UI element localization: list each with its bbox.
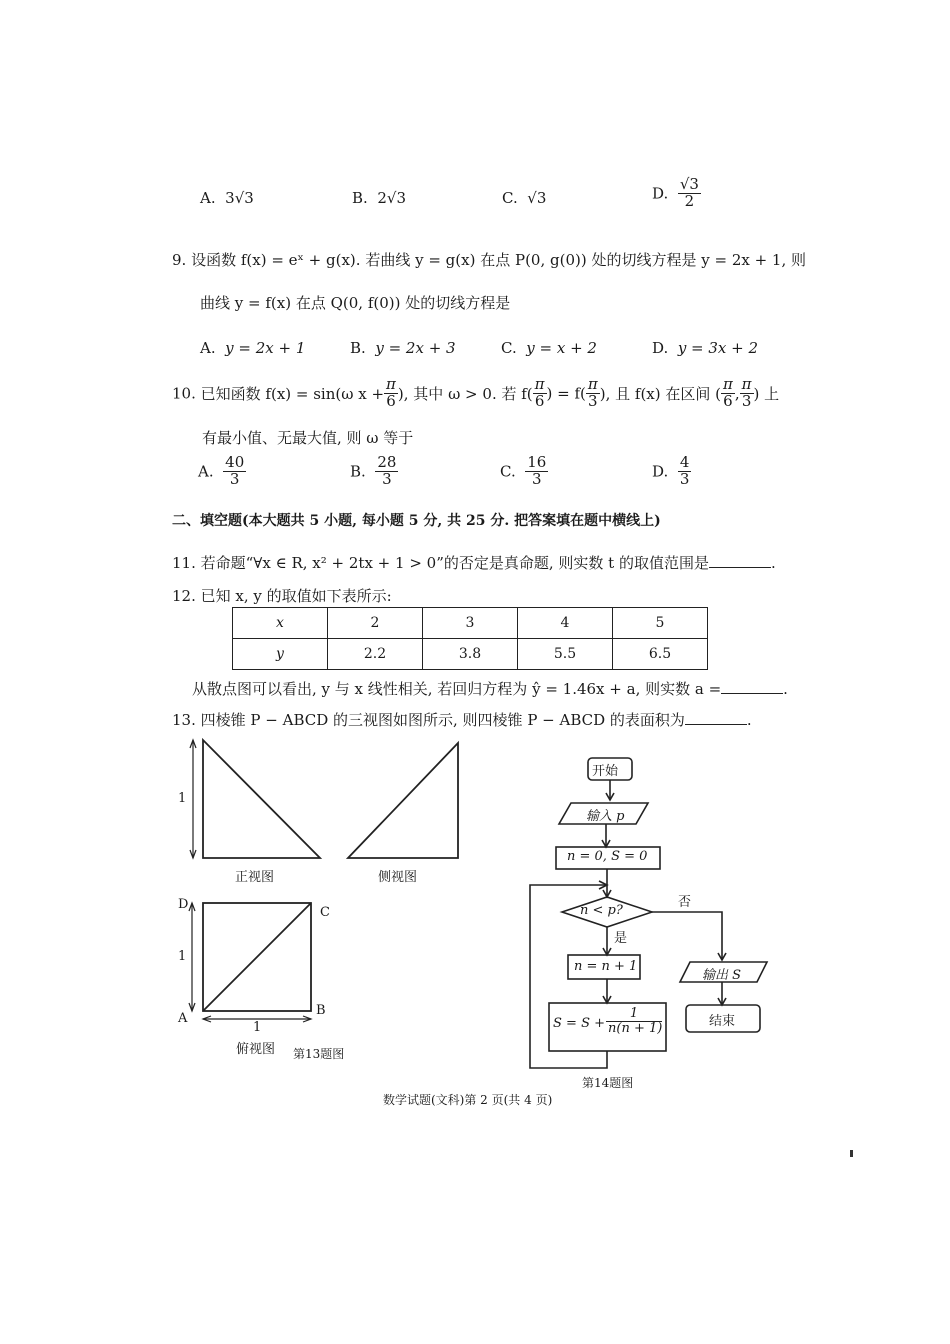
- flow-input-text: 输入 p: [586, 809, 625, 824]
- front-view-triangle: [203, 740, 320, 858]
- q9-option-c: C. y = x + 2: [501, 339, 597, 357]
- table-cell: 2: [328, 608, 423, 639]
- page-footer: 数学试题(文科)第 2 页(共 4 页): [383, 1093, 553, 1107]
- q10-option-b: B. $\frac{28}{3}$: [350, 453, 397, 488]
- figure14-caption: 第14题图: [582, 1076, 634, 1090]
- table-cell: y: [233, 639, 328, 670]
- figure13-caption: 第13题图: [293, 1047, 345, 1061]
- q12-text: 从散点图可以看出, y 与 x 线性相关, 若回归方程为 ŷ = 1.46x + a, 则实数 a = .: [192, 680, 788, 698]
- point-a-label: A: [178, 1011, 188, 1026]
- flow-sum-lhs: S = S +: [553, 1016, 605, 1031]
- q9-option-a: A. y = 2x + 1: [200, 339, 306, 357]
- flow-output-text: 输出 S: [702, 968, 742, 983]
- q8-option-a: A. 3√3: [200, 189, 254, 207]
- q9-line1: 9. 设函数 f(x) = eˣ + g(x). 若曲线 y = g(x) 在点 P(0, g(0)) 处的切线方程是 y = 2x + 1, 则: [172, 251, 807, 269]
- top-dim-h-label: 1: [253, 1020, 262, 1035]
- q12-intro: 12. 已知 x, y 的取值如下表所示:: [172, 587, 392, 605]
- side-view-label: 侧视图: [378, 870, 418, 885]
- table-cell: 3.8: [423, 639, 518, 670]
- q9-option-b: B. y = 2x + 3: [350, 339, 456, 357]
- table-cell: 5: [613, 608, 708, 639]
- q10-option-a: A. $\frac{40}{3}$: [198, 453, 245, 488]
- top-view-diagonal: [203, 903, 311, 1011]
- point-c-label: C: [320, 905, 330, 920]
- q10-line2: 有最小值、无最大值, 则 ω 等于: [202, 429, 414, 447]
- top-view-label: 俯视图: [236, 1042, 276, 1057]
- top-dim-v-label: 1: [178, 949, 187, 964]
- point-b-label: B: [316, 1003, 326, 1018]
- front-dim-label: 1: [178, 791, 187, 806]
- q8-option-b: B. 2√3: [352, 189, 406, 207]
- table-cell: 5.5: [518, 639, 613, 670]
- section-fill-in-title: 二、填空题(本大题共 5 小题, 每小题 5 分, 共 25 分. 把答案填在题中横线上): [172, 513, 661, 529]
- flow-start-text: 开始: [592, 764, 619, 779]
- table-cell: 3: [423, 608, 518, 639]
- flow-init-text: n = 0, S = 0: [567, 849, 648, 864]
- q9-line2: 曲线 y = f(x) 在点 Q(0, f(0)) 处的切线方程是: [200, 294, 511, 312]
- scan-mark: [850, 1150, 853, 1157]
- flow-sum-fraction: $\frac{1}{n(n + 1)}$: [608, 1006, 663, 1036]
- flow-condition-text: n < p?: [580, 903, 623, 918]
- q10-option-d: D. $\frac{4}{3}$: [652, 453, 690, 488]
- flow-end-text: 结束: [709, 1014, 736, 1029]
- q8-option-c: C. √3: [502, 189, 547, 207]
- table-cell: x: [233, 608, 328, 639]
- table-cell: 2.2: [328, 639, 423, 670]
- point-d-label: D: [178, 897, 189, 912]
- q9-option-d: D. y = 3x + 2: [652, 339, 759, 357]
- flow-yes-label: 是: [614, 931, 628, 946]
- q8-option-d: D. $\frac{√3}{2}$: [652, 175, 699, 210]
- side-view-triangle: [348, 743, 458, 858]
- q11: 11. 若命题“∀x ∈ R, x² + 2tx + 1 > 0”的否定是真命题, 则实数 t 的取值范围是 .: [172, 554, 776, 572]
- q10-option-c: C. $\frac{16}{3}$: [500, 453, 547, 488]
- table-cell: 4: [518, 608, 613, 639]
- q10-line1: 10. 已知函数 f(x) = sin(ω x + $\frac{\pi}{6}$ ), 其中 ω > 0. 若 f( $\frac{\pi}{6}$ ) = f( $\frac{\pi}{3}$ ), 且 f(x) 在区间 ( $\frac{\pi}{6}$ , $\frac{\pi}{3}$ ) 上: [172, 375, 780, 410]
- table-cell: 6.5: [613, 639, 708, 670]
- q13: 13. 四棱锥 P − ABCD 的三视图如图所示, 则四棱锥 P − ABCD 的表面积为 .: [172, 711, 752, 729]
- flow-no-label: 否: [678, 895, 692, 910]
- flow-increment-text: n = n + 1: [574, 959, 638, 974]
- front-view-label: 正视图: [235, 870, 275, 885]
